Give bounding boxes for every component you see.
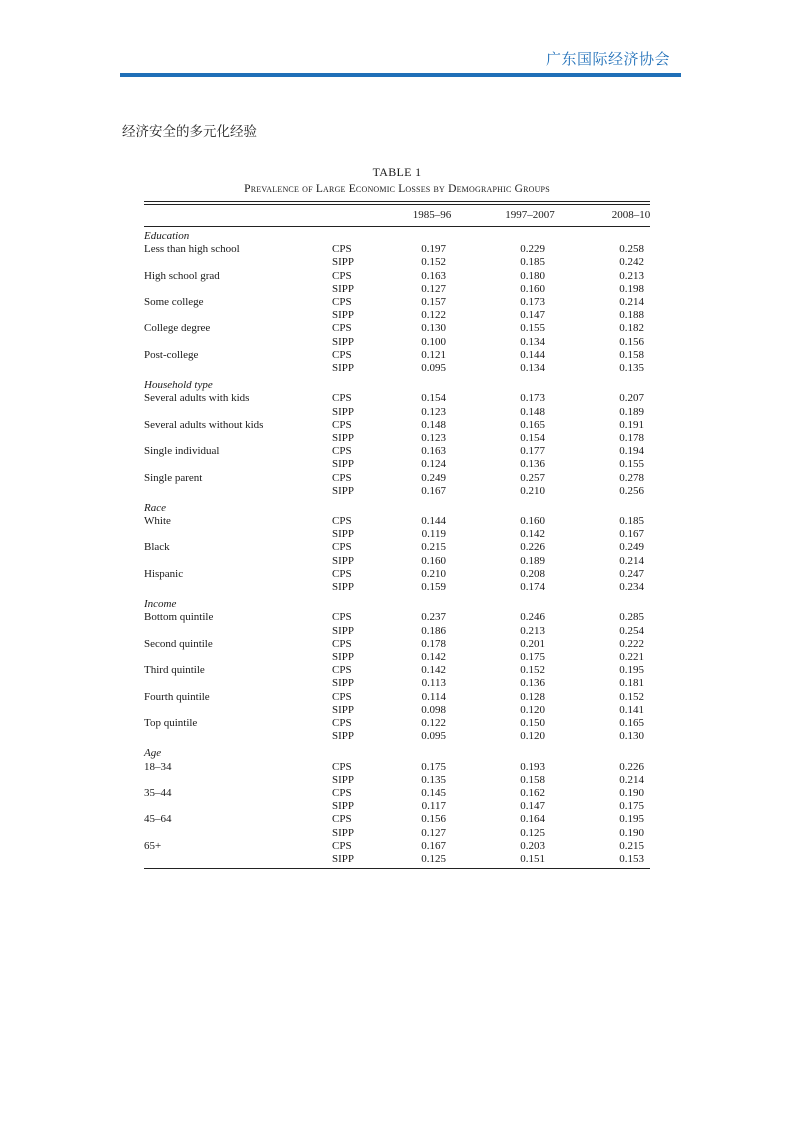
section-heading: 经济安全的多元化经验 <box>122 124 257 140</box>
data-source: SIPP <box>332 677 355 690</box>
table-cell: 0.213 <box>520 624 545 637</box>
table-cell: 0.155 <box>520 322 545 335</box>
table-cell: 0.152 <box>421 256 446 269</box>
table-top-rule-double <box>144 204 650 205</box>
table-row <box>144 638 650 664</box>
table-subrow <box>144 638 650 651</box>
table-row <box>144 717 650 743</box>
table-cell: 0.237 <box>421 611 446 624</box>
data-source: CPS <box>332 418 352 431</box>
table-cell: 0.142 <box>421 651 446 664</box>
table-cell: 0.120 <box>520 703 545 716</box>
table-cell: 0.167 <box>619 528 644 541</box>
table-row <box>144 787 650 813</box>
table-subrow <box>144 528 650 541</box>
table-cell: 0.160 <box>520 282 545 295</box>
table-group <box>144 598 650 743</box>
table-subrow <box>144 349 650 362</box>
table-cell: 0.173 <box>520 392 545 405</box>
table-cell: 0.127 <box>421 282 446 295</box>
table-cell: 0.247 <box>619 567 644 580</box>
table-cell: 0.145 <box>421 786 446 799</box>
table-cell: 0.214 <box>619 554 644 567</box>
table-cell: 0.098 <box>421 703 446 716</box>
data-source: SIPP <box>332 554 355 567</box>
table-body <box>144 230 650 866</box>
table-cell: 0.123 <box>421 431 446 444</box>
table-header-rule <box>144 226 650 227</box>
data-source: CPS <box>332 471 352 484</box>
table-cell: 0.175 <box>421 760 446 773</box>
data-source: SIPP <box>332 484 355 497</box>
row-label: 18–34 <box>144 760 172 773</box>
table-cell: 0.175 <box>520 651 545 664</box>
table-cell: 0.156 <box>421 813 446 826</box>
table-cell: 0.208 <box>520 567 545 580</box>
table-cell: 0.165 <box>520 418 545 431</box>
data-source: CPS <box>332 813 352 826</box>
table-cell: 0.095 <box>421 730 446 743</box>
row-label: Black <box>144 541 170 554</box>
table-subrow <box>144 625 650 638</box>
table-cell: 0.191 <box>619 418 644 431</box>
data-source: CPS <box>332 243 352 256</box>
table-cell: 0.203 <box>520 839 545 852</box>
data-source: SIPP <box>332 458 355 471</box>
table-cell: 0.095 <box>421 361 446 374</box>
table-cell: 0.285 <box>619 611 644 624</box>
data-source: CPS <box>332 839 352 852</box>
table-subrow <box>144 664 650 677</box>
group-title: Age <box>144 747 162 760</box>
table-cell: 0.130 <box>619 730 644 743</box>
row-label: College degree <box>144 322 211 335</box>
group-title: Education <box>144 230 190 242</box>
row-label: Second quintile <box>144 637 213 650</box>
table-subrow <box>144 322 650 335</box>
table-cell: 0.189 <box>619 405 644 418</box>
row-label: 45–64 <box>144 813 172 826</box>
row-label: Single individual <box>144 445 220 458</box>
table-cell: 0.134 <box>520 361 545 374</box>
table-cell: 0.256 <box>619 484 644 497</box>
data-source: SIPP <box>332 431 355 444</box>
row-label: Third quintile <box>144 664 205 677</box>
table-cell: 0.195 <box>619 664 644 677</box>
data-source: SIPP <box>332 282 355 295</box>
table-cell: 0.136 <box>520 458 545 471</box>
table-cell: 0.257 <box>520 471 545 484</box>
table-cell: 0.210 <box>520 484 545 497</box>
data-source: SIPP <box>332 826 355 839</box>
table-subrow <box>144 362 650 375</box>
table-subrow <box>144 651 650 664</box>
table-cell: 0.213 <box>619 269 644 282</box>
data-source: CPS <box>332 637 352 650</box>
table-subrow <box>144 515 650 528</box>
table-subrow <box>144 704 650 717</box>
column-header-1997-2007: 1997–2007 <box>505 209 555 221</box>
table-cell: 0.222 <box>619 637 644 650</box>
table-top-rule <box>144 201 650 202</box>
table-subrow <box>144 485 650 498</box>
table-row <box>144 419 650 445</box>
table-cell: 0.125 <box>421 852 446 865</box>
table-row <box>144 392 650 418</box>
row-label: Single parent <box>144 471 203 484</box>
table-cell: 0.100 <box>421 335 446 348</box>
table-cell: 0.114 <box>421 690 446 703</box>
table-row <box>144 611 650 637</box>
table-cell: 0.152 <box>619 690 644 703</box>
table-cell: 0.155 <box>619 458 644 471</box>
data-source: CPS <box>332 760 352 773</box>
row-label: Hispanic <box>144 567 184 580</box>
table-subrow <box>144 406 650 419</box>
table-cell: 0.122 <box>421 309 446 322</box>
table-cell: 0.197 <box>421 243 446 256</box>
data-source: SIPP <box>332 256 355 269</box>
table-group <box>144 502 650 594</box>
table-cell: 0.154 <box>520 431 545 444</box>
table-cell: 0.185 <box>619 515 644 528</box>
table-cell: 0.122 <box>421 717 446 729</box>
table-cell: 0.153 <box>619 852 644 865</box>
table-cell: 0.246 <box>520 611 545 624</box>
table-cell: 0.185 <box>520 256 545 269</box>
table-cell: 0.229 <box>520 243 545 256</box>
table-subrow <box>144 581 650 594</box>
table-cell: 0.160 <box>520 515 545 528</box>
row-label: Post-college <box>144 348 199 361</box>
table-subrow <box>144 445 650 458</box>
table-row <box>144 840 650 866</box>
data-source: CPS <box>332 515 352 528</box>
table-subrow <box>144 309 650 322</box>
table-subrow <box>144 827 650 840</box>
table-cell: 0.178 <box>619 431 644 444</box>
table-cell: 0.144 <box>421 515 446 528</box>
table-cell: 0.167 <box>421 484 446 497</box>
table-cell: 0.278 <box>619 471 644 484</box>
table-row <box>144 296 650 322</box>
data-source: SIPP <box>332 361 355 374</box>
table-cell: 0.221 <box>619 651 644 664</box>
table-row <box>144 243 650 269</box>
table-subrow <box>144 800 650 813</box>
table-cell: 0.182 <box>619 322 644 335</box>
table-cell: 0.135 <box>421 773 446 786</box>
table-subrow <box>144 392 650 405</box>
table-cell: 0.214 <box>619 295 644 308</box>
data-source: CPS <box>332 392 352 405</box>
table-cell: 0.154 <box>421 392 446 405</box>
table-cell: 0.159 <box>421 581 446 594</box>
table-cell: 0.125 <box>520 826 545 839</box>
table-group <box>144 379 650 498</box>
table-cell: 0.124 <box>421 458 446 471</box>
table-row <box>144 472 650 498</box>
row-label: White <box>144 515 171 528</box>
table-cell: 0.254 <box>619 624 644 637</box>
table-cell: 0.226 <box>520 541 545 554</box>
table-subrow <box>144 568 650 581</box>
table-cell: 0.190 <box>619 826 644 839</box>
table-subrow <box>144 774 650 787</box>
table-cell: 0.207 <box>619 392 644 405</box>
table-cell: 0.249 <box>421 471 446 484</box>
table-subrow <box>144 717 650 730</box>
row-label: Bottom quintile <box>144 611 214 624</box>
table-cell: 0.190 <box>619 786 644 799</box>
table-subrow <box>144 472 650 485</box>
group-title: Race <box>144 501 166 514</box>
group-title: Household type <box>144 379 213 392</box>
table-cell: 0.160 <box>421 554 446 567</box>
table-row <box>144 813 650 839</box>
table-cell: 0.258 <box>619 243 644 256</box>
org-name: 广东国际经济协会 <box>545 50 670 68</box>
table-row <box>144 445 650 471</box>
table-cell: 0.177 <box>520 445 545 458</box>
table-cell: 0.147 <box>520 309 545 322</box>
table-cell: 0.186 <box>421 624 446 637</box>
column-header-2008-10: 2008–10 <box>611 209 651 221</box>
table-subrow <box>144 840 650 853</box>
table-cell: 0.135 <box>619 361 644 374</box>
row-label: 35–44 <box>144 786 172 799</box>
header-rule <box>120 73 681 77</box>
data-source: SIPP <box>332 335 355 348</box>
data-source: CPS <box>332 786 352 799</box>
table-subrow <box>144 256 650 269</box>
table-row <box>144 322 650 348</box>
data-source: CPS <box>332 541 352 554</box>
data-source: SIPP <box>332 730 355 743</box>
table-cell: 0.162 <box>520 786 545 799</box>
table-cell: 0.188 <box>619 309 644 322</box>
table-subrow <box>144 270 650 283</box>
table-cell: 0.249 <box>619 541 644 554</box>
table-cell: 0.147 <box>520 800 545 813</box>
data-source: SIPP <box>332 309 355 322</box>
table-caption: Prevalence of Large Economic Losses by Demographic Groups <box>244 183 550 195</box>
table-bottom-rule <box>144 868 650 869</box>
table-cell: 0.157 <box>421 295 446 308</box>
row-label: Some college <box>144 295 204 308</box>
table-cell: 0.130 <box>421 322 446 335</box>
data-source: CPS <box>332 445 352 458</box>
table-cell: 0.144 <box>520 348 545 361</box>
data-source: SIPP <box>332 852 355 865</box>
table-cell: 0.152 <box>520 664 545 677</box>
table-row <box>144 270 650 296</box>
table-cell: 0.136 <box>520 677 545 690</box>
table-cell: 0.156 <box>619 335 644 348</box>
table-cell: 0.180 <box>520 269 545 282</box>
row-label: Fourth quintile <box>144 690 210 703</box>
table-subrow <box>144 336 650 349</box>
table-cell: 0.175 <box>619 800 644 813</box>
row-label: High school grad <box>144 269 220 282</box>
table-cell: 0.128 <box>520 690 545 703</box>
table-subrow <box>144 677 650 690</box>
data-source: SIPP <box>332 651 355 664</box>
table-cell: 0.242 <box>619 256 644 269</box>
table-cell: 0.226 <box>619 760 644 773</box>
table-cell: 0.142 <box>520 528 545 541</box>
table-cell: 0.148 <box>421 418 446 431</box>
table-row <box>144 691 650 717</box>
data-source: CPS <box>332 690 352 703</box>
data-source: SIPP <box>332 624 355 637</box>
data-source: SIPP <box>332 528 355 541</box>
table-cell: 0.142 <box>421 664 446 677</box>
table-cell: 0.163 <box>421 269 446 282</box>
row-label: Several adults with kids <box>144 392 250 405</box>
table-row <box>144 664 650 690</box>
table-cell: 0.119 <box>421 528 446 541</box>
table-cell: 0.165 <box>619 717 644 729</box>
table-subrow <box>144 853 650 866</box>
table-row <box>144 568 650 594</box>
table-cell: 0.174 <box>520 581 545 594</box>
data-source: CPS <box>332 348 352 361</box>
table-cell: 0.123 <box>421 405 446 418</box>
table-subrow <box>144 555 650 568</box>
data-source: SIPP <box>332 800 355 813</box>
data-source: CPS <box>332 717 352 729</box>
data-source: SIPP <box>332 703 355 716</box>
table-subrow <box>144 283 650 296</box>
table-cell: 0.117 <box>421 800 446 813</box>
data-source: SIPP <box>332 581 355 594</box>
table-cell: 0.178 <box>421 637 446 650</box>
table-subrow <box>144 691 650 704</box>
table-row <box>144 349 650 375</box>
table-cell: 0.120 <box>520 730 545 743</box>
table-subrow <box>144 243 650 256</box>
row-label: Top quintile <box>144 717 198 729</box>
row-label: Several adults without kids <box>144 418 264 431</box>
table-subrow <box>144 419 650 432</box>
table-subrow <box>144 787 650 800</box>
table-subrow <box>144 730 650 743</box>
table-subrow <box>144 541 650 554</box>
data-source: CPS <box>332 664 352 677</box>
data-source: CPS <box>332 567 352 580</box>
table-subrow <box>144 432 650 445</box>
table-cell: 0.193 <box>520 760 545 773</box>
data-source: SIPP <box>332 405 355 418</box>
table-cell: 0.167 <box>421 839 446 852</box>
data-source: CPS <box>332 322 352 335</box>
table-cell: 0.134 <box>520 335 545 348</box>
table-cell: 0.189 <box>520 554 545 567</box>
table-row <box>144 541 650 567</box>
table-cell: 0.181 <box>619 677 644 690</box>
table-cell: 0.164 <box>520 813 545 826</box>
data-source: CPS <box>332 295 352 308</box>
table-cell: 0.141 <box>619 703 644 716</box>
data-source: CPS <box>332 611 352 624</box>
column-header-1985-96: 1985–96 <box>412 209 452 221</box>
table-cell: 0.151 <box>520 852 545 865</box>
table-cell: 0.163 <box>421 445 446 458</box>
table-cell: 0.215 <box>421 541 446 554</box>
table-cell: 0.150 <box>520 717 545 729</box>
row-label: 65+ <box>144 839 162 852</box>
table-cell: 0.195 <box>619 813 644 826</box>
table-subrow <box>144 611 650 624</box>
table-cell: 0.127 <box>421 826 446 839</box>
table-group <box>144 747 650 866</box>
table-subrow <box>144 296 650 309</box>
data-source: CPS <box>332 269 352 282</box>
table-subrow <box>144 813 650 826</box>
table-title: TABLE 1 <box>372 165 422 179</box>
table-cell: 0.148 <box>520 405 545 418</box>
table-cell: 0.201 <box>520 637 545 650</box>
table-group <box>144 230 650 375</box>
table-subrow <box>144 458 650 471</box>
table-cell: 0.158 <box>619 348 644 361</box>
table-cell: 0.158 <box>520 773 545 786</box>
table-cell: 0.113 <box>421 677 446 690</box>
table-cell: 0.121 <box>421 348 446 361</box>
table-subrow <box>144 761 650 774</box>
data-source: SIPP <box>332 773 355 786</box>
table-cell: 0.234 <box>619 581 644 594</box>
table-cell: 0.173 <box>520 295 545 308</box>
table-cell: 0.194 <box>619 445 644 458</box>
table-cell: 0.210 <box>421 567 446 580</box>
table-row <box>144 515 650 541</box>
row-label: Less than high school <box>144 243 240 256</box>
table-row <box>144 761 650 787</box>
group-title: Income <box>144 598 177 611</box>
table-cell: 0.214 <box>619 773 644 786</box>
table-cell: 0.215 <box>619 839 644 852</box>
table-cell: 0.198 <box>619 282 644 295</box>
